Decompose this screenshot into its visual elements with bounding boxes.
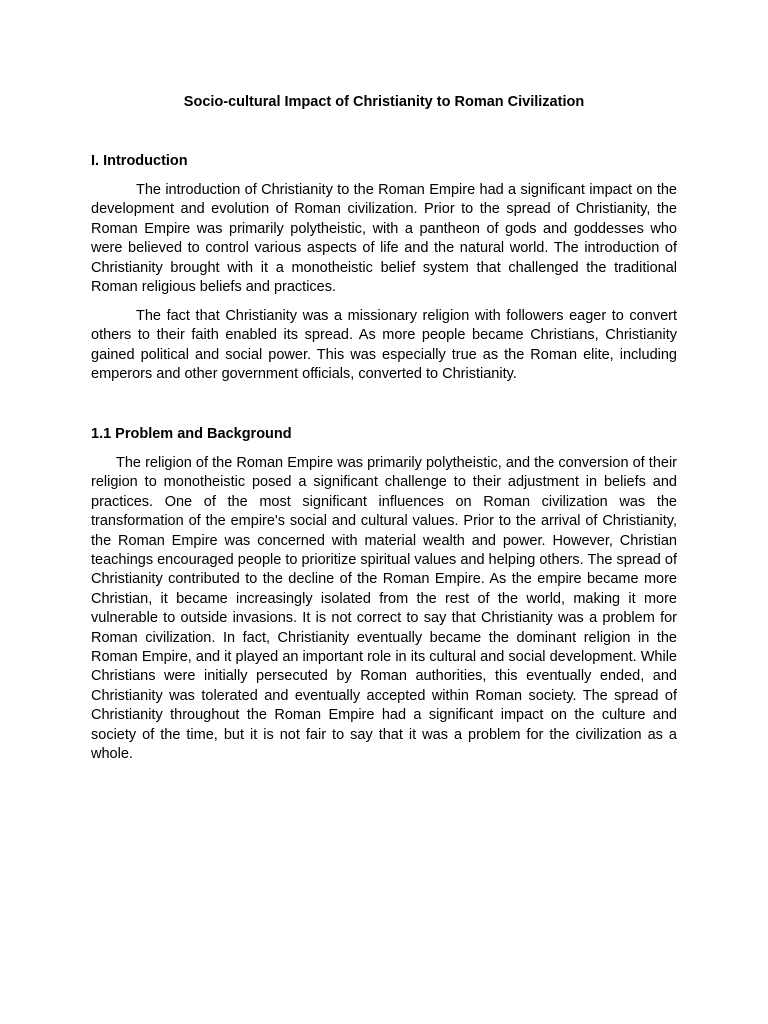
section-heading-problem-background: 1.1 Problem and Background xyxy=(91,426,292,442)
problem-background-paragraph-1: The religion of the Roman Empire was primarily polytheistic, and the conversion of their religion to monotheistic posed a significant challenge to their adjustment in beliefs and practices. One of the most significant influences on Roman civilization was the transformation of the empire's social and cultural values. Prior to the arrival of Christianity, the Roman Empire was concerned with material wealth and power. However, Christian teachings encouraged people to prioritize spiritual values and helping others. The spread of Christianity contributed to the decline of the Roman Empire. As the empire became more Christian, it became increasingly isolated from the rest of the world, making it more vulnerable to outside invasions. It is not correct to say that Christianity was a problem for Roman civilization. In fact, Christianity eventually became the dominant religion in the Roman Empire, and it played an important role in its cultural and social development. While Christians were initially persecuted by Roman authorities, this eventually ended, and Christianity was tolerated and eventually accepted within Roman society. The spread of Christianity throughout the Roman Empire had a significant impact on the culture and society of the time, but it is not fair to say that it was a problem for the civilization as a whole. xyxy=(91,455,677,763)
introduction-paragraph-1: The introduction of Christianity to the Roman Empire had a significant impact on the development and evolution of Roman civilization. Prior to the spread of Christianity, the Roman Empire was primarily polytheistic, with a pantheon of gods and goddesses who were believed to control various aspects of life and the natural world. The introduction of Christianity brought with it a monotheistic belief system that challenged the traditional Roman religious beliefs and practices. xyxy=(91,182,677,296)
introduction-paragraph-2: The fact that Christianity was a missionary religion with followers eager to convert others to their faith enabled its spread. As more people became Christians, Christianity gained political and social power. This was especially true as the Roman elite, including emperors and other government officials, converted to Christianity. xyxy=(91,308,677,383)
section-heading-introduction: I. Introduction xyxy=(91,153,188,169)
document-title: Socio-cultural Impact of Christianity to Roman Civilization xyxy=(183,94,585,110)
